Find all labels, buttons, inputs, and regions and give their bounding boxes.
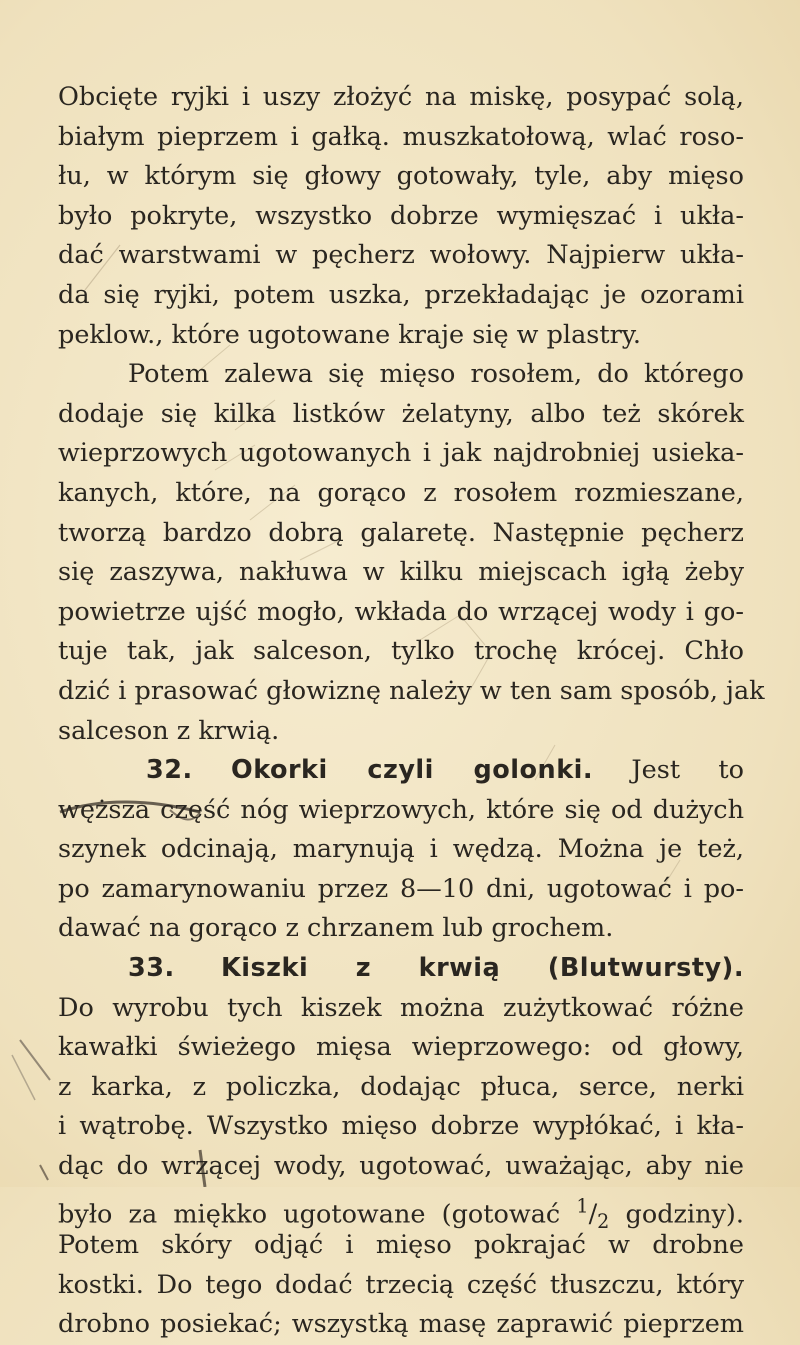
- fraction-denominator: 2: [597, 1210, 610, 1234]
- text-line: dawać na gorąco z chrzanem lub grochem.: [58, 913, 614, 944]
- text-line: wieprzowych ugotowanych i jak najdrobniej usieka-: [58, 438, 744, 469]
- text-line: białym pieprzem i gałką. muszkatołową, wlać roso-: [58, 121, 744, 152]
- section-33-heading-line: [58, 949, 744, 989]
- text-line: z karka, z policzka, dodając płuca, serce, nerki: [58, 1071, 744, 1102]
- fraction-line-before: było za miękko ugotowane (gotować: [58, 1199, 561, 1230]
- text-line: dzić i prasować głowiznę należy w ten sam sposób, jak: [58, 675, 765, 706]
- text-line: tworzą bardzo dobrą galaretę. Następnie pęcherz: [58, 517, 744, 548]
- text-line: kawałki świeżego mięsa wieprzowego: od głowy,: [58, 1032, 744, 1063]
- text-line: po zamarynowaniu przez 8—10 dni, ugotować i po-: [58, 873, 744, 904]
- text-line: Potem skóry odjąć i mięso pokrajać w drobne: [58, 1230, 744, 1261]
- text-line: kanych, które, na gorąco z rosołem rozmieszane,: [58, 477, 744, 508]
- section-number: 32.: [146, 755, 193, 786]
- section-text: Jest to: [631, 755, 744, 786]
- section-number: 33.: [128, 953, 175, 984]
- fraction: $^1/_2$: [576, 1194, 610, 1234]
- text-line: dodaje się kilka listków żelatyny, albo też skórek: [58, 398, 744, 429]
- text-line: dąc do wrzącej wody, ugotować, uważając, aby nie: [58, 1151, 744, 1182]
- page-text: [58, 78, 765, 1345]
- text-line: Obcięte ryjki i uszy złożyć na miskę, posypać solą,: [58, 82, 744, 112]
- text-line: drobno posiekać; wszystką masę zaprawić pieprzem: [58, 1309, 744, 1340]
- text-line: peklow., które ugotowane kraje się w plastry.: [58, 319, 641, 350]
- text-line: powietrze ujść mogło, wkłada do wrzącej wody i go-: [58, 596, 744, 627]
- fraction-line: [58, 1187, 744, 1234]
- text-line: salceson z krwią.: [58, 715, 280, 746]
- text-line: szynek odcinają, marynują i wędzą. Można je też,: [58, 834, 744, 865]
- fraction-line-after: godziny).: [625, 1199, 744, 1230]
- fraction-numerator: 1: [576, 1194, 589, 1218]
- text-line: Potem zalewa się mięso rosołem, do którego: [128, 359, 744, 390]
- text-line: dać warstwami w pęcherz wołowy. Najpierw ukła-: [58, 240, 744, 271]
- text-line: łu, w którym się głowy gotowały, tyle, aby mięso: [58, 161, 744, 192]
- text-line: było pokryte, wszystko dobrze wymięszać i ukła-: [58, 200, 744, 231]
- text-line: się zaszywa, nakłuwa w kilku miejscach igłą żeby: [58, 557, 744, 588]
- text-line: węższa część nóg wieprzowych, które się od dużych: [58, 794, 744, 825]
- text-line: i wątrobę. Wszystko mięso dobrze wypłókać, i kła-: [58, 1111, 744, 1142]
- text-line: tuje tak, jak salceson, tylko trochę krócej. Chło: [58, 636, 744, 667]
- text-line: Do wyrobu tych kiszek można zużytkować różne: [58, 992, 744, 1023]
- section-title: Kiszki z krwią (Blutwursty).: [220, 953, 745, 984]
- text-line: kostki. Do tego dodać trzecią część tłuszczu, który: [58, 1269, 744, 1300]
- text-line: da się ryjki, potem uszka, przekładając je ozorami: [58, 279, 744, 310]
- section-32-heading-line: [58, 751, 744, 791]
- section-title: Okorki czyli golonki.: [231, 755, 594, 786]
